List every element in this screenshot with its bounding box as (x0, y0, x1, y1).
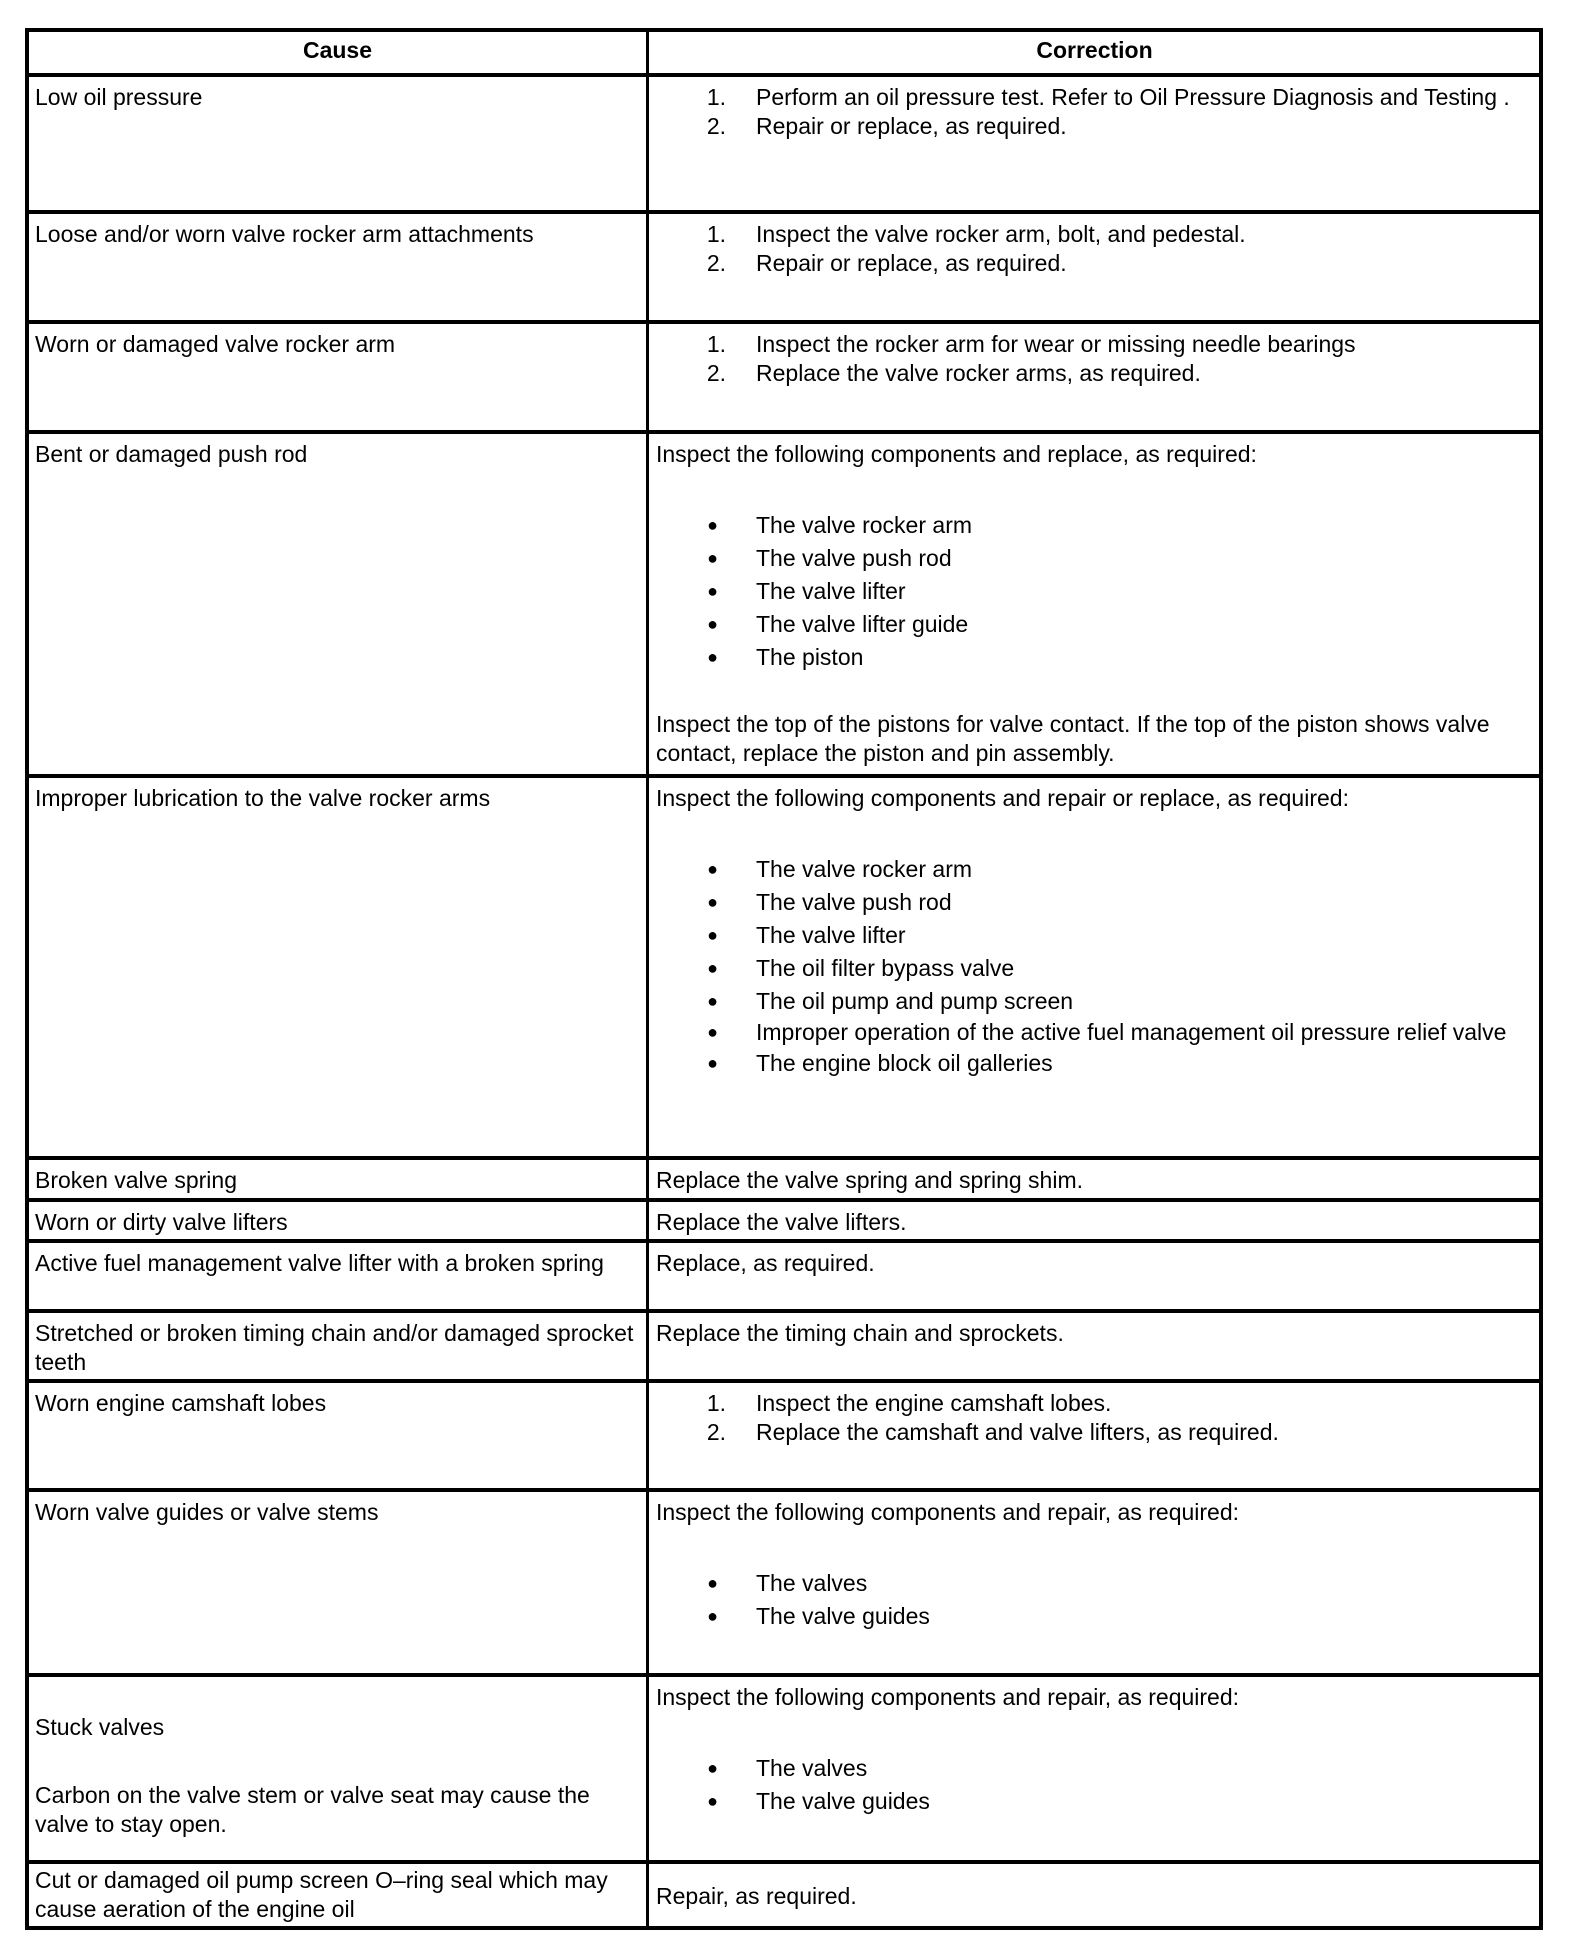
cause-cell: Cut or damaged oil pump screen O–ring seal which may cause aeration of the engine oil (29, 1864, 649, 1926)
table-row (29, 1198, 1539, 1239)
table-row (29, 210, 1539, 320)
bullet-icon: ● (707, 1606, 718, 1626)
cause-cell: Stretched or broken timing chain and/or damaged sprocket teeth (29, 1313, 649, 1379)
bullet-icon: ● (707, 548, 718, 568)
list-item: ● The engine block oil galleries (656, 1047, 1533, 1080)
list-item: ● The valve push rod (656, 886, 1533, 919)
bullet-icon: ● (707, 1791, 718, 1811)
bullet-icon: ● (707, 647, 718, 667)
table-header-row (29, 32, 1539, 73)
list-item: ● Improper operation of the active fuel management oil pressure relief valve (656, 1018, 1533, 1047)
correction-intro: Inspect the following components and repair or replace, as required: (656, 785, 1349, 811)
cause-cell: Worn valve guides or valve stems (29, 1492, 649, 1673)
list-item: 1. Inspect the valve rocker arm, bolt, and pedestal. (706, 221, 1246, 247)
table-row (29, 1379, 1539, 1488)
numbered-list (656, 220, 1533, 278)
cause-cell: Worn or damaged valve rocker arm (29, 324, 649, 430)
bullet-list (656, 1567, 1533, 1633)
list-item: ● The valve lifter (656, 919, 1533, 952)
table-row (29, 430, 1539, 774)
table-row (29, 1239, 1539, 1309)
cause-cell (29, 1677, 649, 1860)
cause-cell: Worn engine camshaft lobes (29, 1383, 649, 1488)
correction-cell (649, 434, 1539, 774)
correction-cell (649, 214, 1539, 320)
list-item: 1. Perform an oil pressure test. Refer to Oil Pressure Diagnosis and Testing . (706, 84, 1510, 110)
table-row (29, 1673, 1539, 1860)
list-item: ● The valve push rod (656, 542, 1533, 575)
bullet-icon: ● (707, 614, 718, 634)
list-item: 2. Replace the valve rocker arms, as required. (706, 360, 1201, 386)
correction-intro: Inspect the following components and repair, as required: (656, 1684, 1240, 1710)
table-row (29, 1309, 1539, 1379)
cause-note: Carbon on the valve stem or valve seat may cause the valve to stay open. (35, 1782, 590, 1837)
numbered-list (656, 330, 1533, 388)
table-row (29, 1860, 1539, 1926)
diagnostic-table (25, 28, 1543, 1930)
correction-cell (649, 1677, 1539, 1860)
header-correction: Correction (1036, 37, 1153, 63)
list-item: 2. Repair or replace, as required. (706, 113, 1067, 139)
bullet-icon: ● (707, 1758, 718, 1778)
cause-cell: Worn or dirty valve lifters (29, 1202, 649, 1239)
list-item: ● The valves (656, 1752, 1533, 1785)
cause-cell: Loose and/or worn valve rocker arm attachments (29, 214, 649, 320)
list-item: 1. Inspect the rocker arm for wear or missing needle bearings (706, 331, 1356, 357)
list-item: ● The oil pump and pump screen (656, 985, 1533, 1018)
correction-cell: Repair, as required. (656, 1882, 857, 1909)
list-item: ● The oil filter bypass valve (656, 952, 1533, 985)
correction-cell: Replace, as required. (656, 1250, 875, 1276)
bullet-icon: ● (707, 925, 718, 945)
list-item: ● The valve guides (656, 1600, 1533, 1633)
bullet-icon: ● (707, 581, 718, 601)
bullet-icon: ● (707, 859, 718, 879)
list-item: 2. Replace the camshaft and valve lifters, as required. (706, 1419, 1279, 1445)
list-item: ● The valve rocker arm (656, 509, 1533, 542)
table-row (29, 73, 1539, 210)
correction-intro: Inspect the following components and repair, as required: (656, 1499, 1240, 1525)
bullet-list (656, 509, 1533, 674)
correction-cell: Replace the valve lifters. (656, 1209, 907, 1235)
bullet-icon: ● (707, 1053, 718, 1073)
correction-cell (649, 1492, 1539, 1673)
list-item: ● The valve lifter guide (656, 608, 1533, 641)
correction-cell (649, 1383, 1539, 1488)
list-item: 1. Inspect the engine camshaft lobes. (706, 1390, 1112, 1416)
table-row (29, 1156, 1539, 1198)
list-item: 2. Repair or replace, as required. (706, 250, 1067, 276)
bullet-icon: ● (707, 515, 718, 535)
cause-cell: Broken valve spring (29, 1160, 649, 1198)
correction-outro: Inspect the top of the pistons for valve contact. If the top of the piston shows valve contact, replace the piston and pin assembly. (656, 711, 1490, 766)
correction-cell: Replace the timing chain and sprockets. (656, 1320, 1064, 1346)
bullet-list (656, 1752, 1533, 1818)
cause-cell: Improper lubrication to the valve rocker arms (29, 778, 649, 1156)
correction-cell (649, 778, 1539, 1156)
table-row (29, 774, 1539, 1156)
bullet-icon: ● (707, 1022, 718, 1042)
table-row (29, 320, 1539, 430)
cause-title: Stuck valves (35, 1714, 165, 1740)
correction-cell (649, 77, 1539, 210)
bullet-list (656, 853, 1533, 1080)
cause-cell: Low oil pressure (29, 77, 649, 210)
numbered-list (656, 1389, 1533, 1447)
bullet-icon: ● (707, 892, 718, 912)
numbered-list (656, 83, 1533, 141)
correction-cell: Replace the valve spring and spring shim. (656, 1167, 1084, 1193)
table-row (29, 1488, 1539, 1673)
bullet-icon: ● (707, 991, 718, 1011)
cause-cell: Active fuel management valve lifter with a broken spring (29, 1243, 649, 1309)
header-cause: Cause (29, 32, 649, 73)
cause-cell: Bent or damaged push rod (29, 434, 649, 774)
list-item: ● The valve lifter (656, 575, 1533, 608)
list-item: ● The valve rocker arm (656, 853, 1533, 886)
bullet-icon: ● (707, 1573, 718, 1593)
list-item: ● The valve guides (656, 1785, 1533, 1818)
bullet-icon: ● (707, 958, 718, 978)
correction-intro: Inspect the following components and replace, as required: (656, 441, 1257, 467)
list-item: ● The valves (656, 1567, 1533, 1600)
list-item: ● The piston (656, 641, 1533, 674)
correction-cell (649, 324, 1539, 430)
